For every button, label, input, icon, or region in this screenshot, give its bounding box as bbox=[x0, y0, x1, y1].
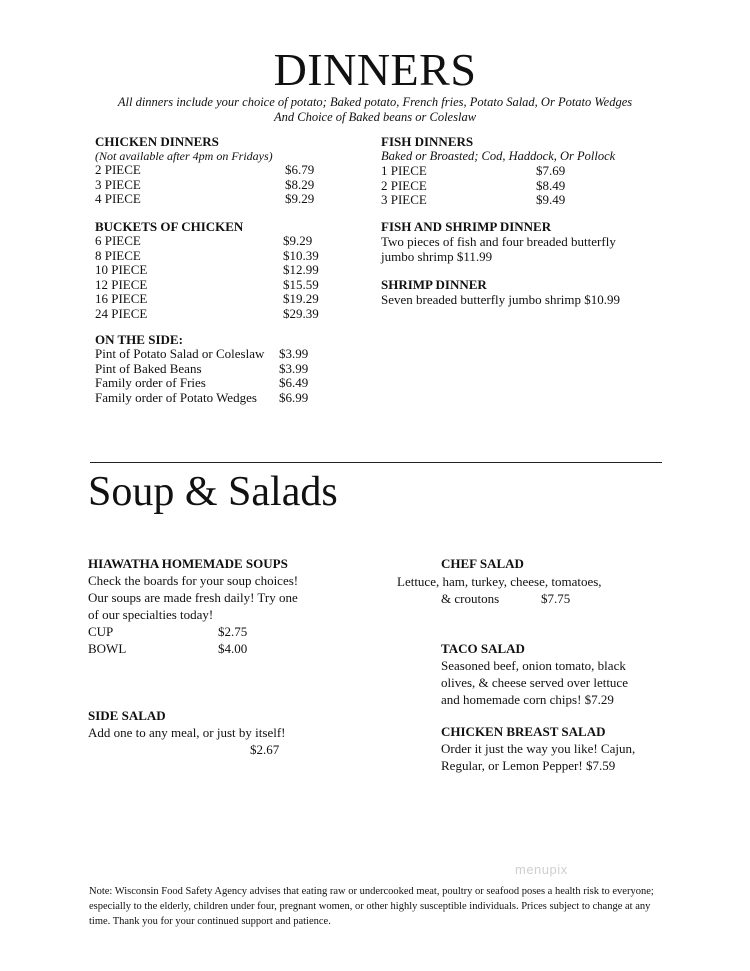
description-line: Seasoned beef, onion tomato, black bbox=[441, 658, 626, 673]
item-price: $29.39 bbox=[283, 305, 319, 321]
section-header: ON THE SIDE: bbox=[95, 332, 183, 347]
section-header: SIDE SALAD bbox=[88, 708, 166, 723]
item-name: Family order of Fries bbox=[95, 375, 206, 390]
item-price: $10.39 bbox=[283, 247, 319, 263]
soups-section bbox=[88, 556, 368, 657]
menu-item bbox=[88, 623, 368, 640]
item-price: $9.29 bbox=[285, 191, 315, 206]
section-header: BUCKETS OF CHICKEN bbox=[95, 219, 244, 234]
description-line: & croutons bbox=[441, 591, 500, 606]
watermark: menupix bbox=[515, 862, 568, 877]
item-name: Pint of Potato Salad or Coleslaw bbox=[95, 346, 265, 361]
menu-item bbox=[95, 292, 355, 307]
menu-item bbox=[95, 192, 355, 207]
item-price: $9.49 bbox=[536, 192, 566, 207]
description-line: of our specialties today! bbox=[88, 607, 214, 622]
menu-item bbox=[95, 234, 355, 249]
buckets-section bbox=[95, 219, 355, 321]
description-line: Seven breaded butterfly jumbo shrimp $10.99 bbox=[381, 292, 621, 307]
item-name: Pint of Baked Beans bbox=[95, 360, 202, 376]
item-price: $7.69 bbox=[536, 163, 566, 178]
section-header: CHICKEN BREAST SALAD bbox=[441, 724, 606, 739]
item-price: $3.99 bbox=[279, 360, 309, 376]
description-line: jumbo shrimp $11.99 bbox=[381, 249, 493, 264]
shrimp-dinner-section bbox=[381, 277, 681, 307]
item-name: CUP bbox=[88, 624, 114, 639]
item-name: 2 PIECE bbox=[95, 162, 141, 177]
fish-and-shrimp-section bbox=[381, 219, 681, 264]
section-divider bbox=[90, 462, 662, 463]
menu-item bbox=[95, 163, 355, 178]
item-price: $19.29 bbox=[283, 291, 319, 306]
item-name: Family order of Potato Wedges bbox=[95, 389, 257, 405]
section-header: CHICKEN DINNERS bbox=[95, 134, 219, 149]
item-name: 2 PIECE bbox=[381, 177, 427, 193]
item-price: $2.67 bbox=[250, 742, 280, 757]
menu-item bbox=[95, 347, 355, 362]
menu-item bbox=[95, 391, 355, 406]
item-price: $2.75 bbox=[218, 624, 248, 639]
section-header: CHEF SALAD bbox=[441, 556, 524, 571]
item-name: 16 PIECE bbox=[95, 291, 148, 306]
item-price: $15.59 bbox=[283, 276, 319, 292]
menu-item bbox=[95, 278, 355, 293]
soup-salads-title: Soup & Salads bbox=[88, 469, 338, 515]
description-line: and homemade corn chips! $7.29 bbox=[441, 692, 614, 707]
section-note: (Not available after 4pm on Fridays) bbox=[95, 149, 273, 163]
item-price: $7.75 bbox=[541, 591, 571, 606]
item-price: $6.79 bbox=[285, 162, 315, 177]
side-salad-section bbox=[88, 708, 368, 758]
item-name: 1 PIECE bbox=[381, 163, 427, 178]
menu-item bbox=[95, 307, 355, 322]
item-price: $9.29 bbox=[283, 233, 313, 248]
item-price: $12.99 bbox=[283, 262, 319, 277]
menu-item bbox=[95, 376, 355, 391]
description-line: Order it just the way you like! Cajun, bbox=[441, 741, 636, 756]
item-price: $8.49 bbox=[536, 177, 566, 193]
description-line: olives, & cheese served over lettuce bbox=[441, 675, 628, 690]
section-header: SHRIMP DINNER bbox=[381, 277, 487, 292]
dinners-intro-line-2: And Choice of Baked beans or Coleslaw bbox=[273, 110, 477, 124]
taco-salad-section bbox=[441, 641, 701, 708]
item-name: 3 PIECE bbox=[381, 192, 427, 207]
menu-item bbox=[88, 640, 368, 657]
section-note: Baked or Broasted; Cod, Haddock, Or Pollock bbox=[381, 149, 616, 163]
section-header: TACO SALAD bbox=[441, 641, 525, 656]
description-line: Our soups are made fresh daily! Try one bbox=[88, 590, 298, 605]
on-the-side-section bbox=[95, 332, 355, 405]
item-name: 6 PIECE bbox=[95, 233, 141, 248]
menu-item bbox=[381, 193, 681, 208]
menu-item bbox=[381, 179, 681, 194]
chicken-dinners-section bbox=[95, 134, 355, 207]
item-price: $8.29 bbox=[285, 176, 315, 192]
page-title: DINNERS bbox=[273, 44, 477, 95]
description-line: Add one to any meal, or just by itself! bbox=[88, 725, 286, 740]
item-name: 12 PIECE bbox=[95, 276, 148, 292]
fish-dinners-section bbox=[381, 134, 681, 208]
item-name: 3 PIECE bbox=[95, 176, 141, 192]
item-price: $6.99 bbox=[279, 389, 309, 405]
item-price: $4.00 bbox=[218, 641, 248, 656]
menu-item bbox=[381, 164, 681, 179]
menu-item bbox=[95, 178, 355, 193]
description-line: Regular, or Lemon Pepper! $7.59 bbox=[441, 758, 616, 773]
section-header: FISH DINNERS bbox=[381, 134, 474, 149]
menu-item bbox=[95, 249, 355, 264]
menu-item bbox=[95, 362, 355, 377]
item-name: 10 PIECE bbox=[95, 262, 148, 277]
chef-salad-header-wrap bbox=[441, 556, 701, 572]
description-line: Check the boards for your soup choices! bbox=[88, 573, 299, 588]
item-price: $6.49 bbox=[279, 375, 309, 390]
section-header: FISH AND SHRIMP DINNER bbox=[381, 219, 552, 234]
item-price: $3.99 bbox=[279, 346, 309, 361]
dinners-intro-line-1: All dinners include your choice of potato; Baked potato, French fries, Potato Salad, Or Potato Wedges bbox=[117, 95, 633, 109]
section-header: HIAWATHA HOMEMADE SOUPS bbox=[88, 556, 288, 571]
item-name: 4 PIECE bbox=[95, 191, 141, 206]
description-line: Lettuce, ham, turkey, cheese, tomatoes, bbox=[397, 574, 602, 589]
description-line: Two pieces of fish and four breaded butterfly bbox=[381, 234, 616, 249]
menu-item bbox=[95, 263, 355, 278]
item-name: 8 PIECE bbox=[95, 247, 141, 263]
item-name: 24 PIECE bbox=[95, 305, 148, 321]
item-name: BOWL bbox=[88, 641, 127, 656]
footer-note: Note: Wisconsin Food Safety Agency advises that eating raw or undercooked meat, poultry or seafood poses a health risk to everyone; especially to the elderly, children under four, pregnant women, or other highly susceptible individuals. Prices subject to change at any time. Thank you for your continued support and patience. bbox=[89, 886, 654, 927]
chicken-breast-salad-section bbox=[441, 724, 701, 774]
